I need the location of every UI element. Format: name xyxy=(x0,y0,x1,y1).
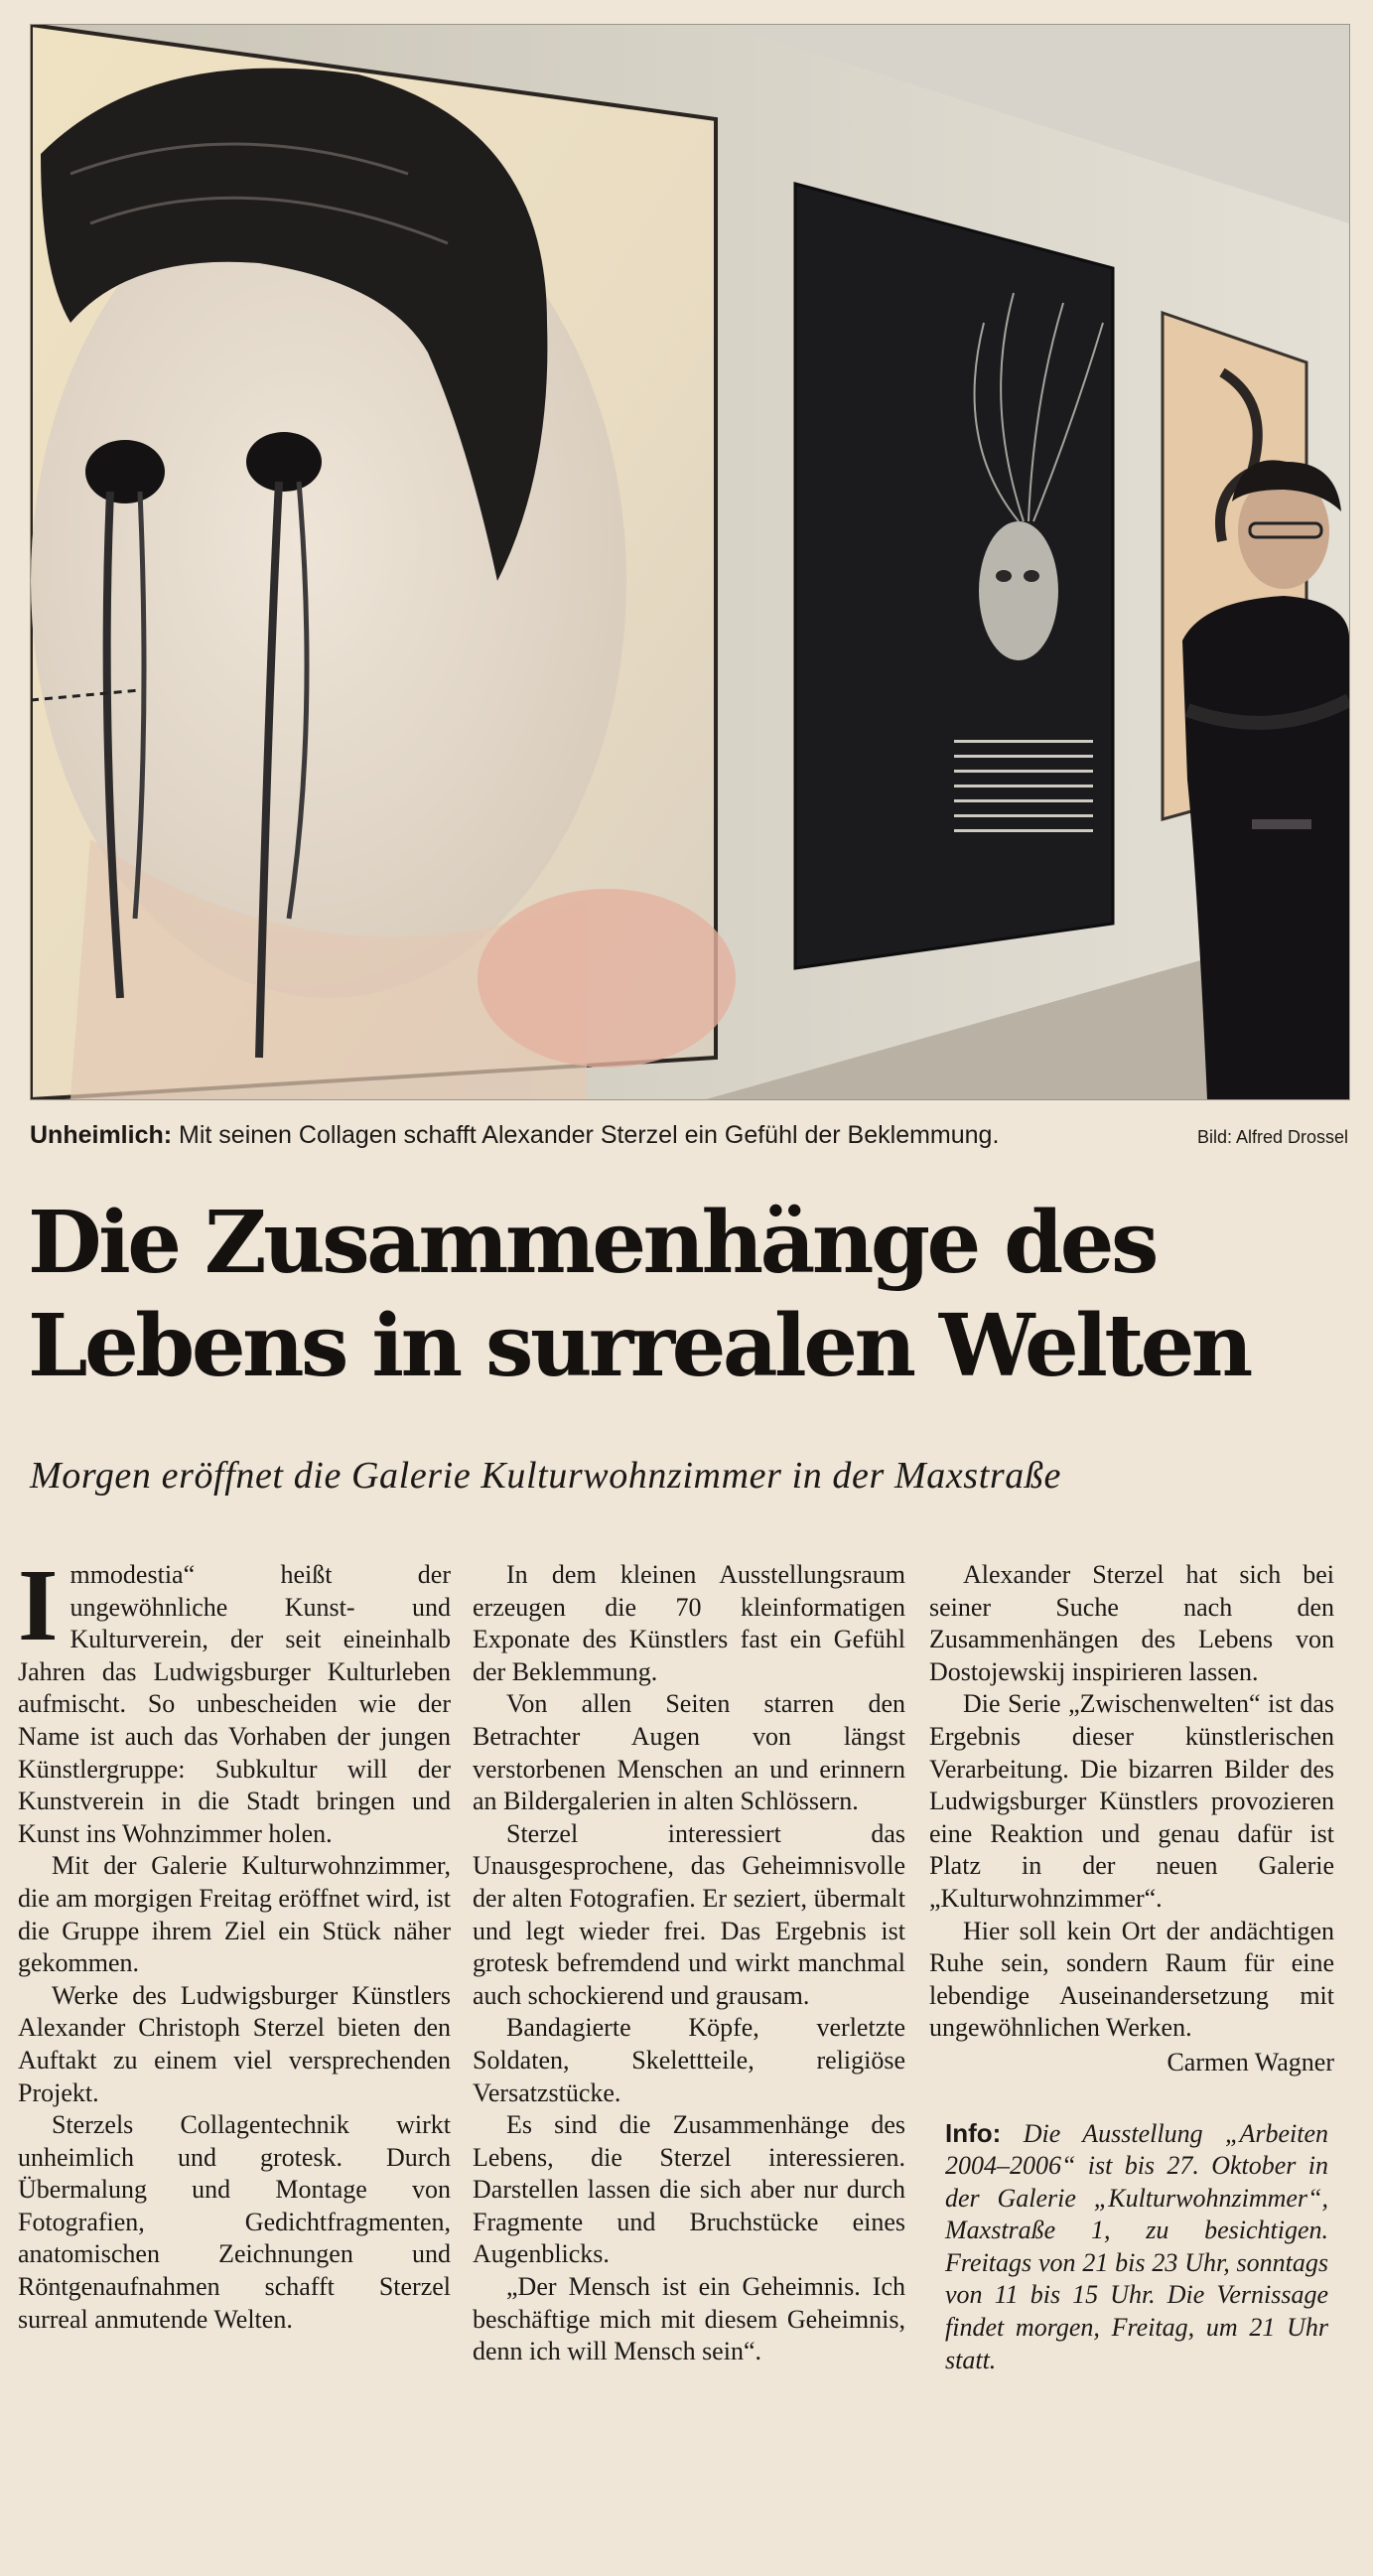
subheadline: Morgen eröffnet die Galerie Kulturwohnzimmer in der Maxstraße xyxy=(30,1455,1061,1497)
headline-line-2: Lebens in surrealen Welten xyxy=(28,1296,1250,1396)
article-paragraph: Hier soll kein Ort der andächtigen Ruhe sein, sondern Raum für eine lebendige Auseinandersetzung mit ungewöhnlichen Werken. xyxy=(929,1916,1334,2043)
article-column-1 xyxy=(18,1548,451,2336)
article-paragraph: In dem kleinen Ausstellungsraum erzeugen die 70 kleinformatigen Exponate des Künstlers fast ein Gefühl der Beklemmung. xyxy=(473,1560,905,1686)
author-name: Carmen Wagner xyxy=(1167,2047,1334,2076)
article-paragraph: Die Serie „Zwischenwelten“ ist das Ergebnis dieser künstlerischen Verarbeitung. Die bizarren Bilder des Ludwigsburger Künstlers provozieren eine Reaktion und genau dafür ist Platz in der neuen Galerie „Kulturwohnzimmer“. xyxy=(929,1689,1334,1913)
headline xyxy=(28,1192,1358,1398)
info-text: Die Ausstellung „Arbeiten 2004–2006“ ist bis 27. Oktober in der Galerie „Kulturwohnzimmer“, Maxstraße 1, zu besichtigen. Freitags von 21 bis 23 Uhr, sonntags von 11 bis 15 Uhr. Die Vernissage findet morgen, Freitag, um 21 Uhr statt. xyxy=(945,2118,1328,2374)
article-paragraph: Bandagierte Köpfe, verletzte Soldaten, Skelettteile, religiöse Versatzstücke. xyxy=(473,2013,905,2107)
photo-credit: Bild: Alfred Drossel xyxy=(1196,1127,1348,1147)
article-paragraph: Sterzel interessiert das Unausgesprochene, das Geheimnisvolle der alten Fotografien. Er seziert, übermalt und legt wieder frei. Das Ergebnis ist grotesk befremdend und wirkt manchmal auch schockierend und grausam. xyxy=(473,1818,905,2010)
article-paragraph: Werke des Ludwigsburger Künstlers Alexander Christoph Sterzel bieten den Auftakt zu einem viel versprechenden Projekt. xyxy=(18,1980,451,2107)
article-column-2 xyxy=(473,1559,905,2368)
article-paragraph: Von allen Seiten starren den Betrachter Augen von längst verstorbenen Menschen an und erinnern an Bildergalerien in alten Schlössern. xyxy=(473,1689,905,1816)
caption-text: Mit seinen Collagen schafft Alexander Sterzel ein Gefühl der Beklemmung. xyxy=(172,1121,1000,1149)
info-label: Info: xyxy=(945,2117,1002,2148)
article-paragraph: Sterzels Collagentechnik wirkt unheimlich und grotesk. Durch Übermalung und Montage von Fotografien, Gedichtfragmenten, anatomischen Zeichnungen und Röntgenaufnahmen schafft Sterzel surreal anmutende Welten. xyxy=(18,2110,451,2334)
headline-line-1: Die Zusammenhänge des xyxy=(28,1193,1156,1293)
photo-caption xyxy=(30,1115,1348,1155)
caption-label: Unheimlich: xyxy=(30,1121,173,1149)
article-column-3 xyxy=(929,1559,1334,2376)
article-paragraph xyxy=(18,1548,451,1850)
article-paragraph: „Der Mensch ist ein Geheimnis. Ich beschäftige mich mit diesem Geheimnis, denn ich will Mensch sein“. xyxy=(473,2272,905,2366)
dropcap: I xyxy=(18,1548,59,1662)
article-paragraph: Alexander Sterzel hat sich bei seiner Suche nach den Zusammenhängen des Lebens von Dostojewskij inspirieren lassen. xyxy=(929,1560,1334,1686)
article-paragraph-text: mmodestia“ heißt der ungewöhnliche Kunst- und Kulturverein, der seit eineinhalb Jahren das Ludwigsburger Kulturleben aufmischt. So unbescheiden wie der Name ist auch das Vorhaben der jungen Künstlergruppe: Subkultur will der Kunstverein in die Stadt bringen und Kunst ins Wohnzimmer holen. xyxy=(18,1560,451,1848)
info-box xyxy=(929,2113,1334,2377)
gallery-photo-illustration xyxy=(31,25,1349,1099)
article-paragraph: Mit der Galerie Kulturwohnzimmer, die am morgigen Freitag eröffnet wird, ist die Gruppe ihrem Ziel ein Stück näher gekommen. xyxy=(18,1851,451,1978)
article-paragraph: Es sind die Zusammenhänge des Lebens, die Sterzel interessieren. Darstellen lassen die sich aber nur durch Fragmente und Bruchstücke eines Augenblicks. xyxy=(473,2110,905,2269)
gallery-photo xyxy=(30,24,1350,1100)
